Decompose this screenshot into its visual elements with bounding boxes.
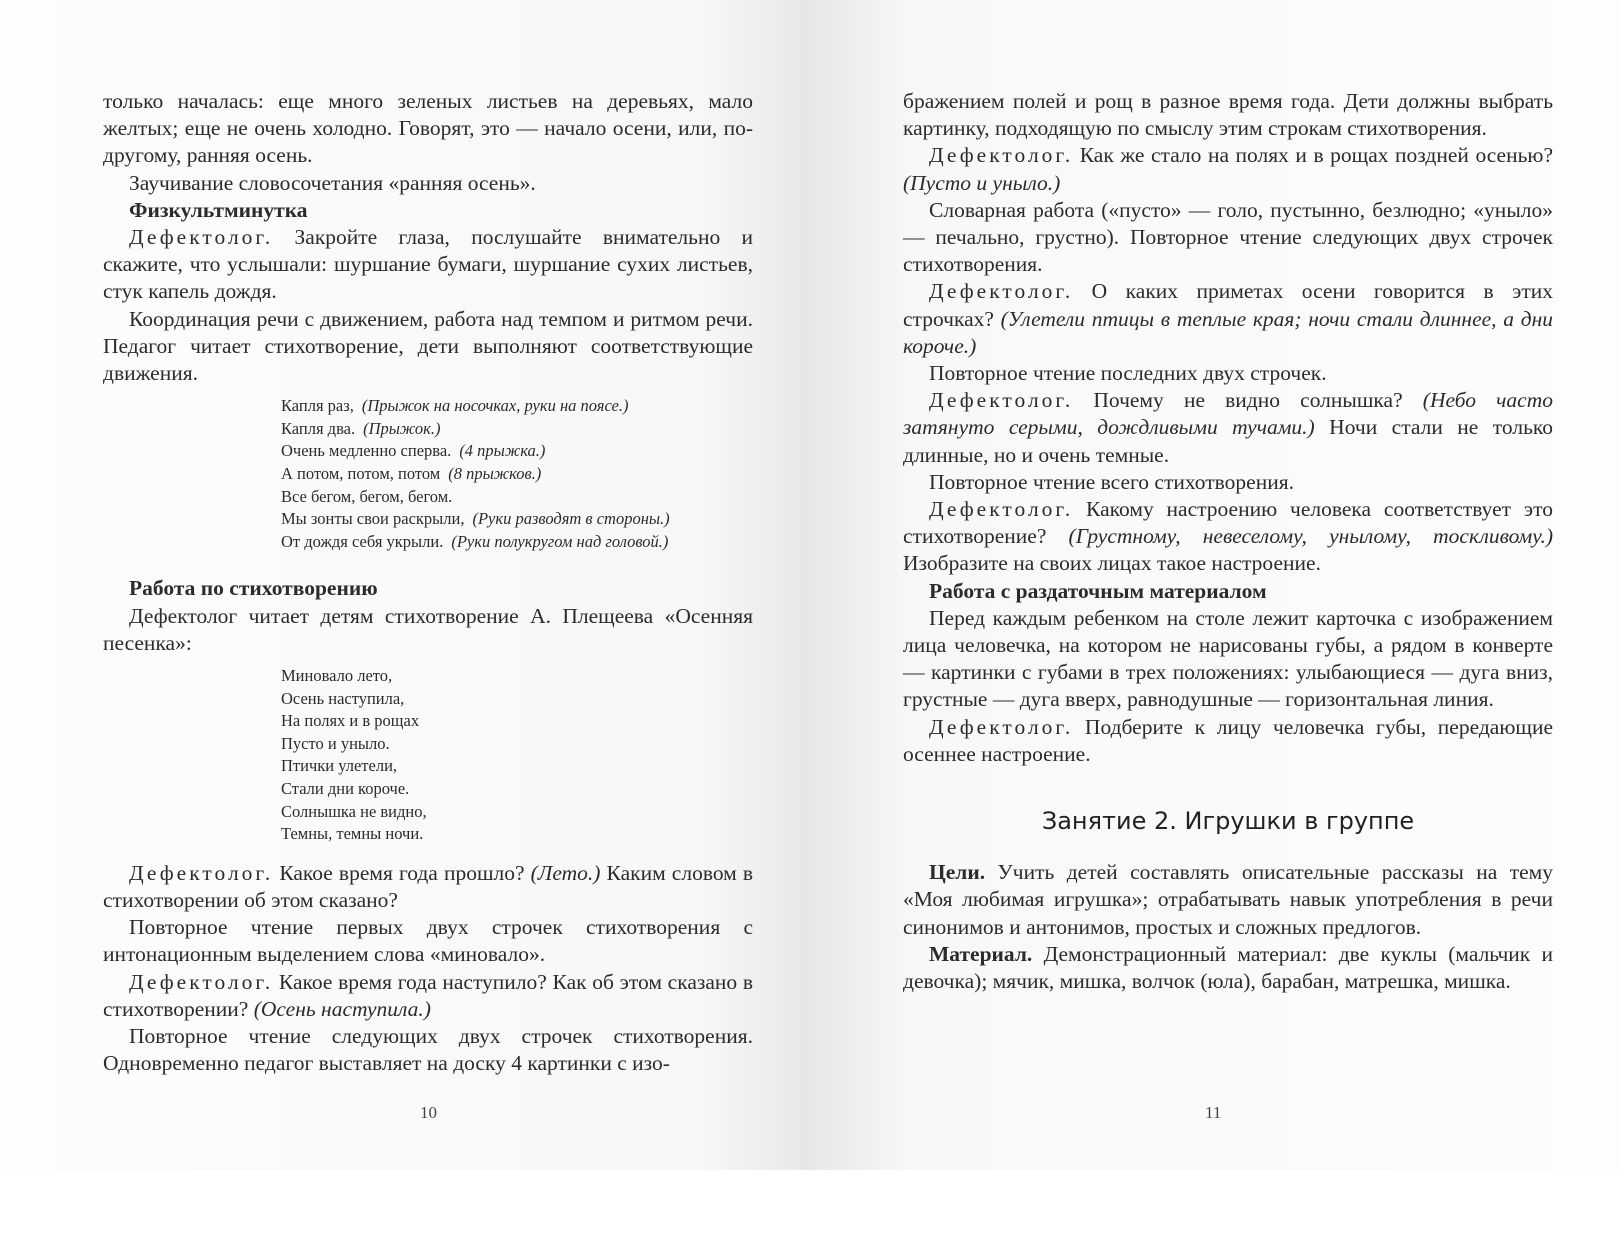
- material-label: Материал.: [929, 941, 1033, 966]
- paragraph: только началась: еще много зеленых листьев на деревьях, мало желтых; еще не очень холодно. Говорят, это — начало осени, или, по-другому, ранняя осень.: [103, 89, 753, 168]
- speech-text: Подберите к лицу человечка губы, передающие осеннее настроение.: [903, 714, 1553, 766]
- right-text-column: [903, 88, 1553, 995]
- answer-text: (Улетели птицы в теплые края; ночи стали длиннее, а дни короче.): [903, 306, 1553, 358]
- right-page: [800, 0, 1619, 1170]
- paragraph: Заучивание словосочетания «ранняя осень».: [129, 170, 536, 195]
- poem-line: Птички улетели,: [281, 756, 398, 776]
- speech-text: Почему не видно солнышка?: [1093, 388, 1403, 413]
- answer-text: (Грустному, невеселому, унылому, тоскливому.): [1068, 524, 1553, 549]
- answer-text: (Пусто и уныло.): [903, 170, 1061, 195]
- answer-text: (Осень наступила.): [253, 996, 431, 1021]
- poem-rain: [281, 395, 753, 553]
- poem-line-text: Капля два.: [281, 418, 356, 438]
- lesson-title: Занятие 2. Игрушки в группе: [1041, 807, 1415, 836]
- poem-line: [281, 463, 753, 486]
- stage-direction: (8 прыжков.): [448, 464, 542, 484]
- poem-line: Стали дни короче.: [281, 778, 410, 798]
- paragraph: [903, 387, 1553, 469]
- poem-line-text: Капля раз,: [281, 396, 354, 416]
- paragraph: Дефектолог читает детям стихотворение А. Плещеева «Осенняя песенка»:: [103, 603, 753, 655]
- goals-text: Учить детей составлять описательные рассказы на тему «Моя любимая игрушка»; отрабатывать навык употребления в речи синонимов и антонимов, простых и сложных предлогов.: [903, 860, 1553, 939]
- poem-autumn-song: [281, 665, 753, 846]
- poem-line-text: От дождя себя укрыли.: [281, 531, 444, 551]
- section-heading: Работа по стихотворению: [129, 576, 378, 601]
- page-number: 10: [420, 1103, 437, 1122]
- stage-direction: (4 прыжка.): [459, 441, 546, 461]
- speech-text: Закройте глаза, послушайте внимательно и скажите, что услышали: шуршание бумаги, шуршание сухих листьев, стук капель дождя.: [103, 225, 753, 304]
- poem-line: На полях и в рощах: [281, 711, 420, 731]
- stage-direction: (Руки разводят в стороны.): [472, 509, 670, 529]
- paragraph: Координация речи с движением, работа над темпом и ритмом речи. Педагог читает стихотворение, дети выполняют соответствующие движения.: [103, 306, 753, 386]
- speech-text: Ночи стали не только длинные, но и очень темные.: [903, 415, 1553, 467]
- poem-line: Солнышка не видно,: [281, 801, 427, 821]
- poem-line: [281, 418, 753, 441]
- poem-line-text: А потом, потом, потом: [281, 464, 441, 484]
- paragraph: [903, 941, 1553, 995]
- speaker-label: Дефектолог.: [929, 388, 1074, 413]
- speech-text: Изобразите на своих лицах такое настроение.: [903, 551, 1321, 576]
- speaker-label: Дефектолог.: [929, 714, 1074, 739]
- left-page: [0, 0, 800, 1170]
- speaker-label: Дефектолог.: [929, 497, 1074, 522]
- poem-line: [281, 508, 753, 531]
- paragraph: Повторное чтение последних двух строчек.: [929, 361, 1327, 386]
- poem-line: [281, 440, 753, 463]
- speaker-label: Дефектолог.: [129, 860, 274, 885]
- paragraph: [103, 860, 753, 914]
- paragraph: Перед каждым ребенком на столе лежит карточка с изображением лица человечка, на котором не нарисованы губы, а рядом в конверте — картинки с губами в трех положениях: улыбающиеся — дуга вниз, грустные — дуга вверх, равнодушные — горизонтальная линия.: [903, 605, 1553, 712]
- paragraph: [903, 859, 1553, 941]
- section-heading: Физкультминутка: [129, 197, 308, 222]
- stage-direction: (Руки полукругом над головой.): [451, 531, 669, 551]
- speech-text: Какому настроению человека соответствует это стихотворение?: [903, 497, 1553, 549]
- poem-line: [281, 486, 753, 509]
- paragraph: [103, 969, 753, 1023]
- speaker-label: Дефектолог.: [929, 279, 1074, 304]
- poem-line: [281, 395, 753, 418]
- stage-direction: (Прыжок на носочках, руки на поясе.): [361, 396, 629, 416]
- poem-line: Темны, темны ночи.: [281, 824, 424, 844]
- paragraph: [903, 496, 1553, 578]
- paragraph: [103, 224, 753, 306]
- poem-line: Осень наступила,: [281, 688, 405, 708]
- paragraph: Повторное чтение всего стихотворения.: [929, 469, 1294, 494]
- speech-text: Какое время года прошло?: [279, 860, 525, 885]
- paragraph: [903, 714, 1553, 768]
- poem-line: Пусто и уныло.: [281, 733, 390, 753]
- paragraph: Словарная работа («пусто» — голо, пустынно, безлюдно; «уныло» — печально, грустно). Повторное чтение следующих двух строчек стихотворения.: [903, 197, 1553, 277]
- speaker-label: Дефектолог.: [129, 225, 274, 250]
- answer-text: (Небо часто затянуто серыми, дождливыми тучами.): [903, 388, 1553, 440]
- paragraph: бражением полей и рощ в разное время года. Дети должны выбрать картинку, подходящую по смыслу этим строкам стихотворения.: [903, 89, 1553, 141]
- paragraph: [903, 142, 1553, 196]
- poem-line-text: Все бегом, бегом, бегом.: [281, 486, 453, 506]
- paragraph: Повторное чтение следующих двух строчек стихотворения. Одновременно педагог выставляет на доску 4 картинки с изо-: [103, 1023, 753, 1076]
- left-text-column: [103, 88, 753, 1077]
- goals-label: Цели.: [929, 860, 986, 885]
- page-number: 11: [1205, 1103, 1222, 1122]
- poem-line: [281, 531, 753, 554]
- speaker-label: Дефектолог.: [129, 969, 274, 994]
- stage-direction: (Прыжок.): [363, 418, 441, 438]
- material-text: Демонстрационный материал: две куклы (мальчик и девочка); мячик, мишка, волчок (юла), барабан, матрешка, мишка.: [903, 941, 1553, 994]
- poem-line: Миновало лето,: [281, 666, 393, 685]
- speech-text: Каким словом в стихотворении об этом сказано?: [103, 860, 754, 912]
- paragraph: [903, 278, 1553, 360]
- poem-line-text: Очень медленно сперва.: [281, 441, 452, 461]
- speech-text: Как же стало на полях и в рощах поздней осенью?: [1079, 143, 1553, 168]
- section-heading: Работа с раздаточным материалом: [929, 578, 1267, 603]
- speech-text: Какое время года наступило? Как об этом сказано в стихотворении?: [103, 969, 754, 1021]
- paragraph: Повторное чтение первых двух строчек стихотворения с интонационным выделением слова «миновало».: [103, 915, 753, 967]
- speaker-label: Дефектолог.: [929, 143, 1074, 168]
- speech-text: О каких приметах осени говорится в этих строчках?: [903, 279, 1554, 331]
- poem-line-text: Мы зонты свои раскрыли,: [281, 509, 465, 529]
- answer-text: (Лето.): [530, 860, 601, 885]
